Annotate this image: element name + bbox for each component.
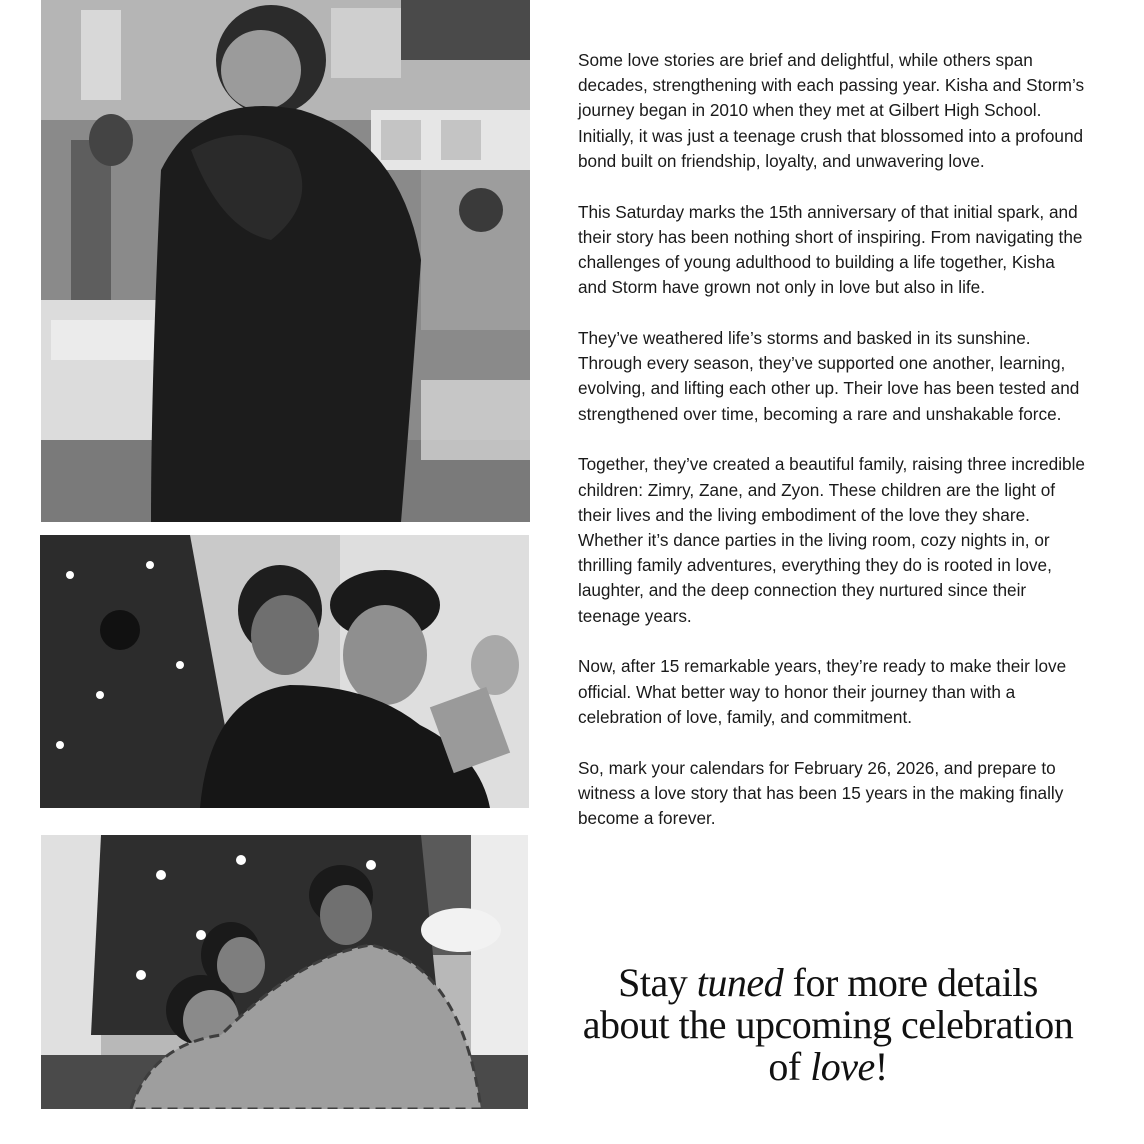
story-paragraph: They’ve weathered life’s storms and basked in its sunshine. Through every season, they’ve supported one another, learning, evolving, and lifting each other up. Their love has been tested and strengthened over time, becoming a rare and unshakable force.: [578, 328, 1080, 424]
closing-text: Stay: [618, 960, 697, 1005]
closing-headline: [578, 962, 1078, 1088]
photo-couple-embrace: [41, 0, 530, 522]
closing-emphasis: love: [810, 1044, 875, 1089]
closing-text: for more details about the upcoming celebration of: [582, 960, 1074, 1089]
closing-emphasis: tuned: [696, 960, 784, 1005]
story-text: [578, 48, 1088, 857]
photo-children: [41, 835, 528, 1109]
closing-text: !: [874, 1044, 888, 1089]
story-paragraph: Some love stories are brief and delightful, while others span decades, strengthening with each passing year. Kisha and Storm’s journey began in 2010 when they met at Gilbert High School. Initially, it was just a teenage crush that blossomed into a profound bond built on friendship, loyalty, and unwavering love.: [578, 50, 1085, 171]
story-paragraph: Now, after 15 remarkable years, they’re ready to make their love official. What better way to honor their journey than with a celebration of love, family, and commitment.: [578, 656, 1067, 727]
photo-couple-ring: [40, 535, 529, 808]
story-paragraph: So, mark your calendars for February 26, 2026, and prepare to witness a love story that has been 15 years in the making finally become a forever.: [578, 757, 1064, 829]
story-paragraph: Together, they’ve created a beautiful family, raising three incredible children: Zimry, Zane, and Zyon. These children are the light of their lives and the living embodiment of the love they share. Whether it’s dance parties in the living room, cozy nights in, or thrilling family adventures, everything they do is rooted in love, laughter, and the deep connection they nurtured since their teenage years.: [578, 454, 1085, 626]
story-paragraph: This Saturday marks the 15th anniversary of that initial spark, and their story has been nothing short of inspiring. From navigating the challenges of young adulthood to building a life together, Kisha and Storm have grown not only in love but also in life.: [578, 201, 1083, 298]
